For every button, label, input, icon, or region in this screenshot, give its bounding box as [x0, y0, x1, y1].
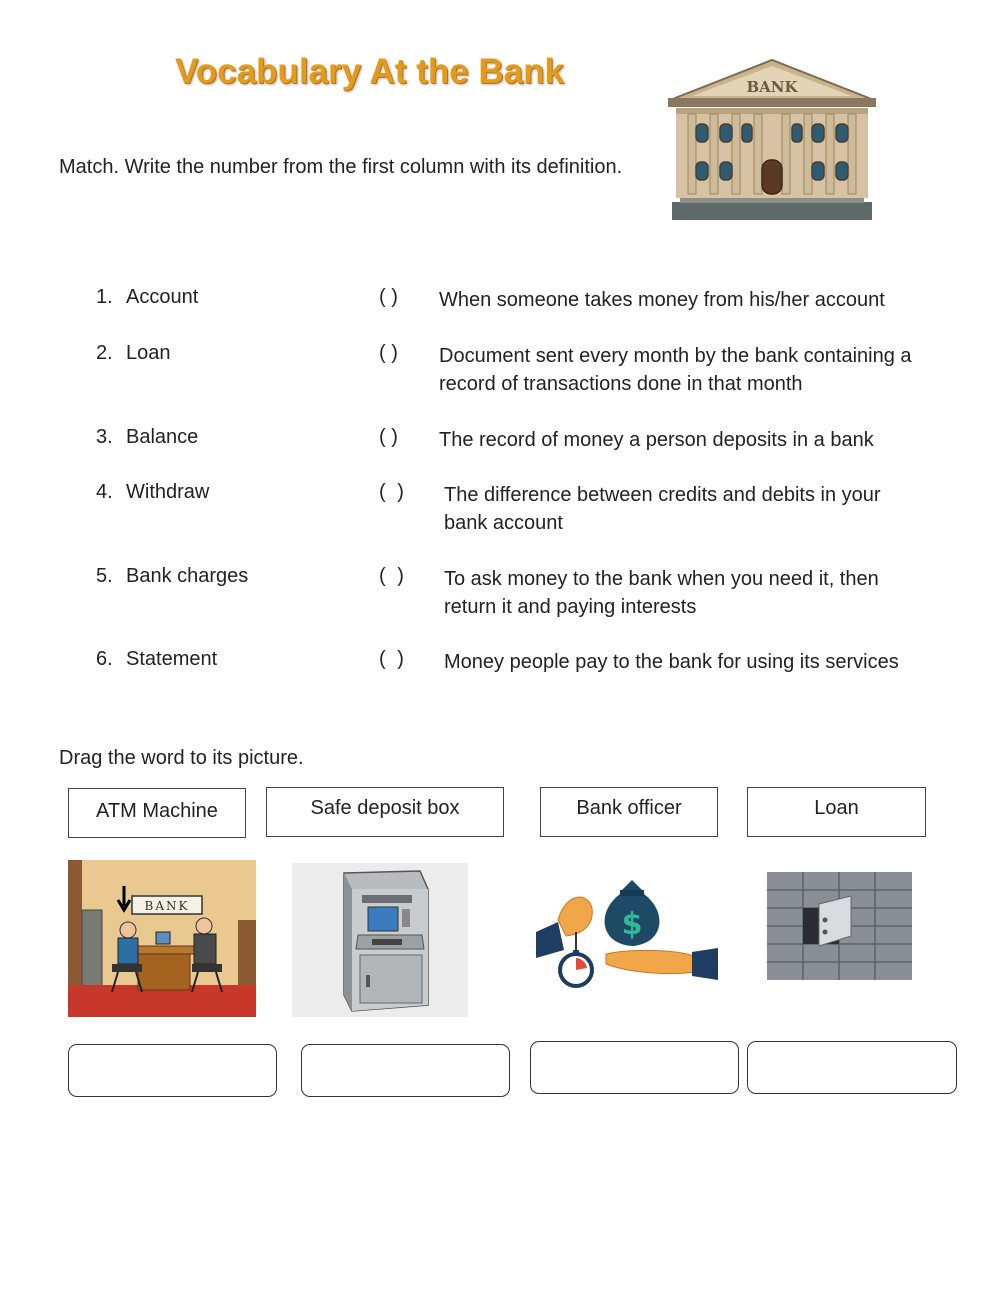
item-number: 3. [96, 426, 113, 448]
term-text: Balance [126, 426, 199, 448]
match-row [96, 286, 976, 346]
match-row [96, 426, 976, 486]
definition-text: Document sent every month by the bank containing a record of transactions done in that month [439, 345, 912, 395]
answer-drop-box[interactable] [747, 1041, 957, 1094]
term-text: Account [126, 286, 199, 308]
term-text: Withdraw [126, 481, 210, 503]
answer-drop-box[interactable] [68, 1044, 277, 1097]
bank-building-illustration [666, 56, 878, 222]
answer-blank[interactable]: ( ) [379, 286, 398, 308]
match-row [96, 342, 976, 402]
answer-drop-box[interactable] [530, 1041, 739, 1094]
word-loan[interactable]: Loan [747, 787, 926, 837]
atm-machine-picture [292, 863, 468, 1017]
word-atm-machine[interactable]: ATM Machine [68, 788, 246, 838]
item-number: 1. [96, 286, 113, 308]
match-row [96, 648, 976, 708]
answer-drop-box[interactable] [301, 1044, 510, 1097]
answer-blank[interactable]: ( ) [379, 481, 407, 503]
picture-bank-sign: BANK [144, 899, 190, 913]
term-text: Loan [126, 342, 171, 364]
term-text: Statement [126, 648, 218, 670]
bank-officer-picture [68, 860, 256, 1017]
definition-text: The difference between credits and debits in your bank account [444, 484, 881, 534]
item-number: 5. [96, 565, 113, 587]
match-instruction: Match. Write the number from the first column with its definition. [59, 156, 623, 178]
answer-blank[interactable]: ( ) [379, 426, 398, 448]
word-safe-deposit-box[interactable]: Safe deposit box [266, 787, 504, 837]
bank-sign-text: BANK [746, 78, 798, 96]
definition-text: Money people pay to the bank for using its services [444, 651, 899, 673]
word-bank-officer[interactable]: Bank officer [540, 787, 718, 837]
answer-blank[interactable]: ( ) [379, 565, 407, 587]
item-number: 6. [96, 648, 113, 670]
definition-text: When someone takes money from his/her account [439, 289, 885, 311]
answer-blank[interactable]: ( ) [379, 342, 398, 364]
safe-deposit-box-picture [767, 872, 912, 980]
item-number: 2. [96, 342, 113, 364]
match-row [96, 481, 976, 541]
loan-picture [536, 872, 718, 992]
page-title: Vocabulary At the Bank [175, 52, 564, 91]
term-text: Bank charges [126, 565, 249, 587]
drag-instruction: Drag the word to its picture. [59, 747, 304, 769]
definition-text: To ask money to the bank when you need it, then return it and paying interests [444, 568, 879, 618]
definition-text: The record of money a person deposits in a bank [439, 429, 874, 451]
answer-blank[interactable]: ( ) [379, 648, 407, 670]
dollar-symbol: $ [621, 907, 643, 942]
match-row [96, 565, 976, 625]
item-number: 4. [96, 481, 113, 503]
